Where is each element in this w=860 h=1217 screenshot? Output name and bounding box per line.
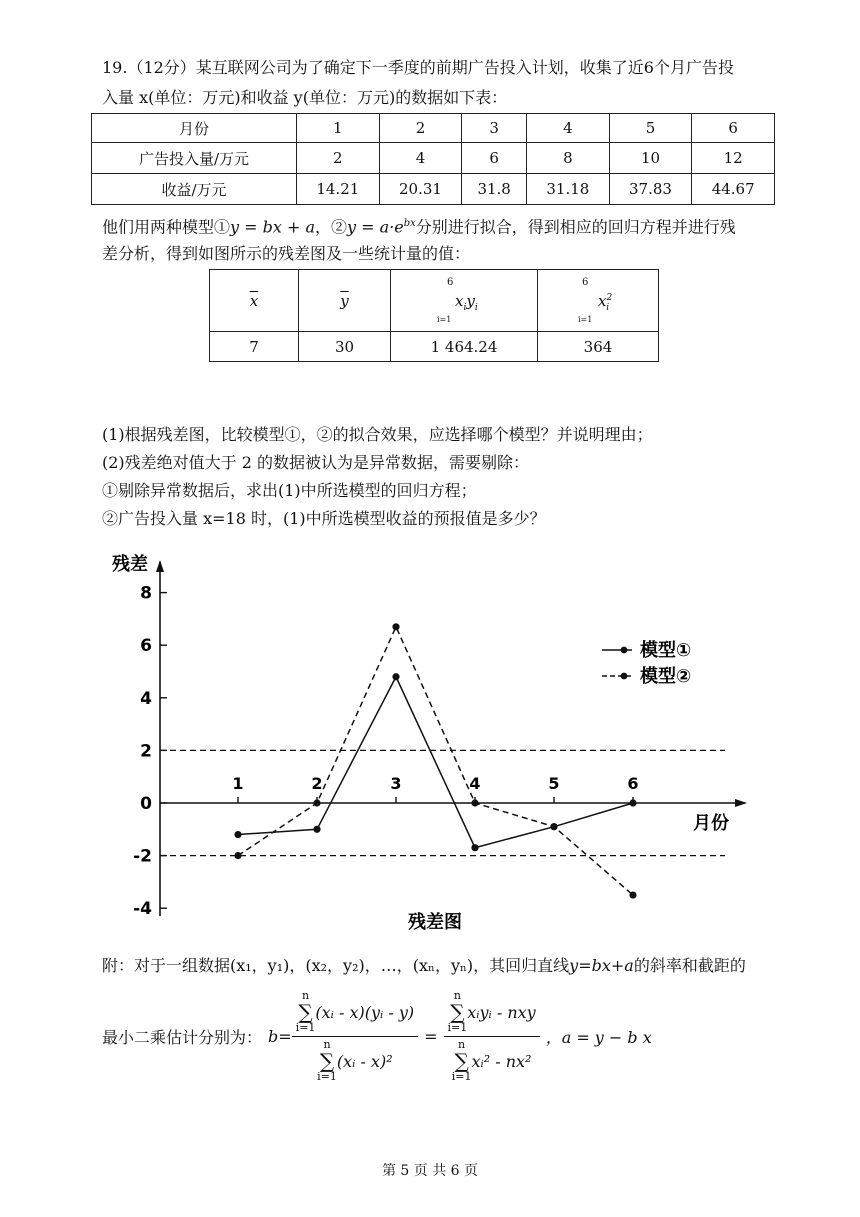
page-footer: 第 5 页 共 6 页 [381,1163,479,1179]
sum-xy-label: 6 $x_iy_i$ i=1 [437,276,478,324]
subquestion-2a: ①剔除异常数据后，求出(1)中所选模型的回归方程； [102,481,477,500]
table-cell: 1 [297,114,380,143]
table-cell: 31.18 [527,174,610,205]
table-row [92,174,775,205]
y-tick-label: 2 [140,741,152,762]
series-model-1-point [629,799,636,806]
subquestion-2: (2)残差绝对值大于 2 的数据被认为是异常数据，需要剔除： [102,453,530,472]
y-axis-label: 残差 [112,554,148,575]
table-cell: 30 [299,332,391,362]
table-cell: 8 [527,143,610,174]
table-cell: 6 [692,114,775,143]
table-cell: 广告投入量/万元 [92,143,297,174]
least-squares-formula: 最小二乘估计分别为： b= n ∑ i=1 (xᵢ - x)(yᵢ - y) n ∑ i=1 (xᵢ - x)² = n ∑ i=1 xᵢyᵢ - nxy n ∑ i=1 xᵢ² - nx² ，a = y − b x [102,989,652,1083]
series-model-1-point [392,673,399,680]
table-cell: 7 [210,332,299,362]
series-model-1-point [471,844,478,851]
table-cell: 12 [692,143,775,174]
table-cell: 10 [609,143,692,174]
x-tick-label: 4 [469,774,481,793]
mean-y-label: $\overline{y}$ [340,291,349,310]
series-model-2-point [471,799,478,806]
table-cell [299,270,391,332]
x-tick-label: 2 [311,774,323,793]
question-line-2: 入量 x(单位：万元)和收益 y(单位：万元)的数据如下表： [102,88,508,107]
x-tick-label: 3 [390,774,402,793]
y-tick-label: 6 [140,636,152,657]
x-tick-label: 1 [232,774,244,793]
data-table [91,113,775,205]
residual-chart [0,540,860,940]
models-line-2: 差分析，得到如图所示的残差图及一些统计量的值： [102,244,471,263]
model-2-formula: y = a·e [347,217,404,237]
b-label: b= [268,1027,292,1046]
models-line-1 [102,214,736,237]
series-model-2-point [629,891,636,898]
table-cell: 44.67 [692,174,775,205]
legend-marker [621,647,628,654]
appendix-line-1: 附：对于一组数据(x₁，y₁)，(x₂，y₂)，…，(xₙ，yₙ)，其回归直线y=bx+a的斜率和截距的 [102,956,746,975]
table-cell: 收益/万元 [92,174,297,205]
series-model-1-point [313,826,320,833]
table-cell: 1 464.24 [391,332,538,362]
y-axis-arrow [156,560,164,572]
table-cell: 4 [527,114,610,143]
intercept-formula: ，a = y − b x [545,1028,652,1047]
question-line-1: 19.（12分）某互联网公司为了确定下一季度的前期广告投入计划，收集了近6个月广告投 [102,58,734,77]
y-tick-label: -4 [133,899,152,920]
series-model-2-point [392,623,399,630]
x-axis-label: 月份 [693,813,729,834]
table-header-row [210,270,659,332]
legend-model-2: 模型② [640,666,692,687]
legend-model-1: 模型① [640,640,692,661]
x-tick-label: 5 [548,774,560,793]
fraction-1: n ∑ i=1 (xᵢ - x)(yᵢ - y) n ∑ i=1 (xᵢ - x)² [292,990,418,1083]
formula-prefix: 最小二乘估计分别为： [102,1028,263,1047]
table-cell [210,270,299,332]
model-2-exponent: bx [403,218,416,229]
series-model-2-point [313,799,320,806]
table-cell: 31.8 [462,174,527,205]
table-cell: 37.83 [609,174,692,205]
series-model-2-point [550,823,557,830]
series-model-1-line [238,677,633,848]
fraction-2: n ∑ i=1 xᵢyᵢ - nxy n ∑ i=1 xᵢ² - nx² [444,990,540,1083]
table-cell: 5 [609,114,692,143]
table-cell: 2 [297,143,380,174]
table-cell: 364 [538,332,659,362]
series-model-1-point [234,831,241,838]
models-mid: ，② [315,217,348,237]
y-tick-label: 8 [140,583,152,604]
subquestion-1: (1)根据残差图，比较模型①，②的拟合效果，应选择哪个模型？并说明理由； [102,425,653,444]
table-cell: 2 [379,114,462,143]
y-tick-label: -2 [133,846,152,867]
regression-line-eq: y=bx+a [569,956,634,975]
x-tick-label: 6 [627,774,639,793]
series-model-2-point [234,852,241,859]
y-tick-label: 4 [140,688,152,709]
table-header-row [92,114,775,143]
table-cell: 20.31 [379,174,462,205]
mean-x-label: $\overline{x}$ [249,291,259,310]
table-cell [538,270,659,332]
legend-marker [621,673,628,680]
table-row [92,143,775,174]
y-tick-label: 0 [140,794,152,814]
x-axis-arrow [735,799,747,807]
table-cell: 3 [462,114,527,143]
table-cell [391,270,538,332]
table-cell: 14.21 [297,174,380,205]
table-cell: 6 [462,143,527,174]
subquestion-2b: ②广告投入量 x=18 时，(1)中所选模型收益的预报值是多少？ [102,509,546,528]
models-suffix: 分别进行拟合，得到相应的回归方程并进行残 [415,217,736,237]
table-cell: 月份 [92,114,297,143]
models-prefix: 他们用两种模型① [102,217,231,237]
stats-table [209,269,659,362]
chart-title: 残差图 [408,912,462,933]
table-cell: 4 [379,143,462,174]
table-row [210,332,659,362]
sum-x-squared-label: 6 $x^2_i$ i=1 [578,276,613,324]
model-1-formula: y = bx + a [230,217,316,237]
